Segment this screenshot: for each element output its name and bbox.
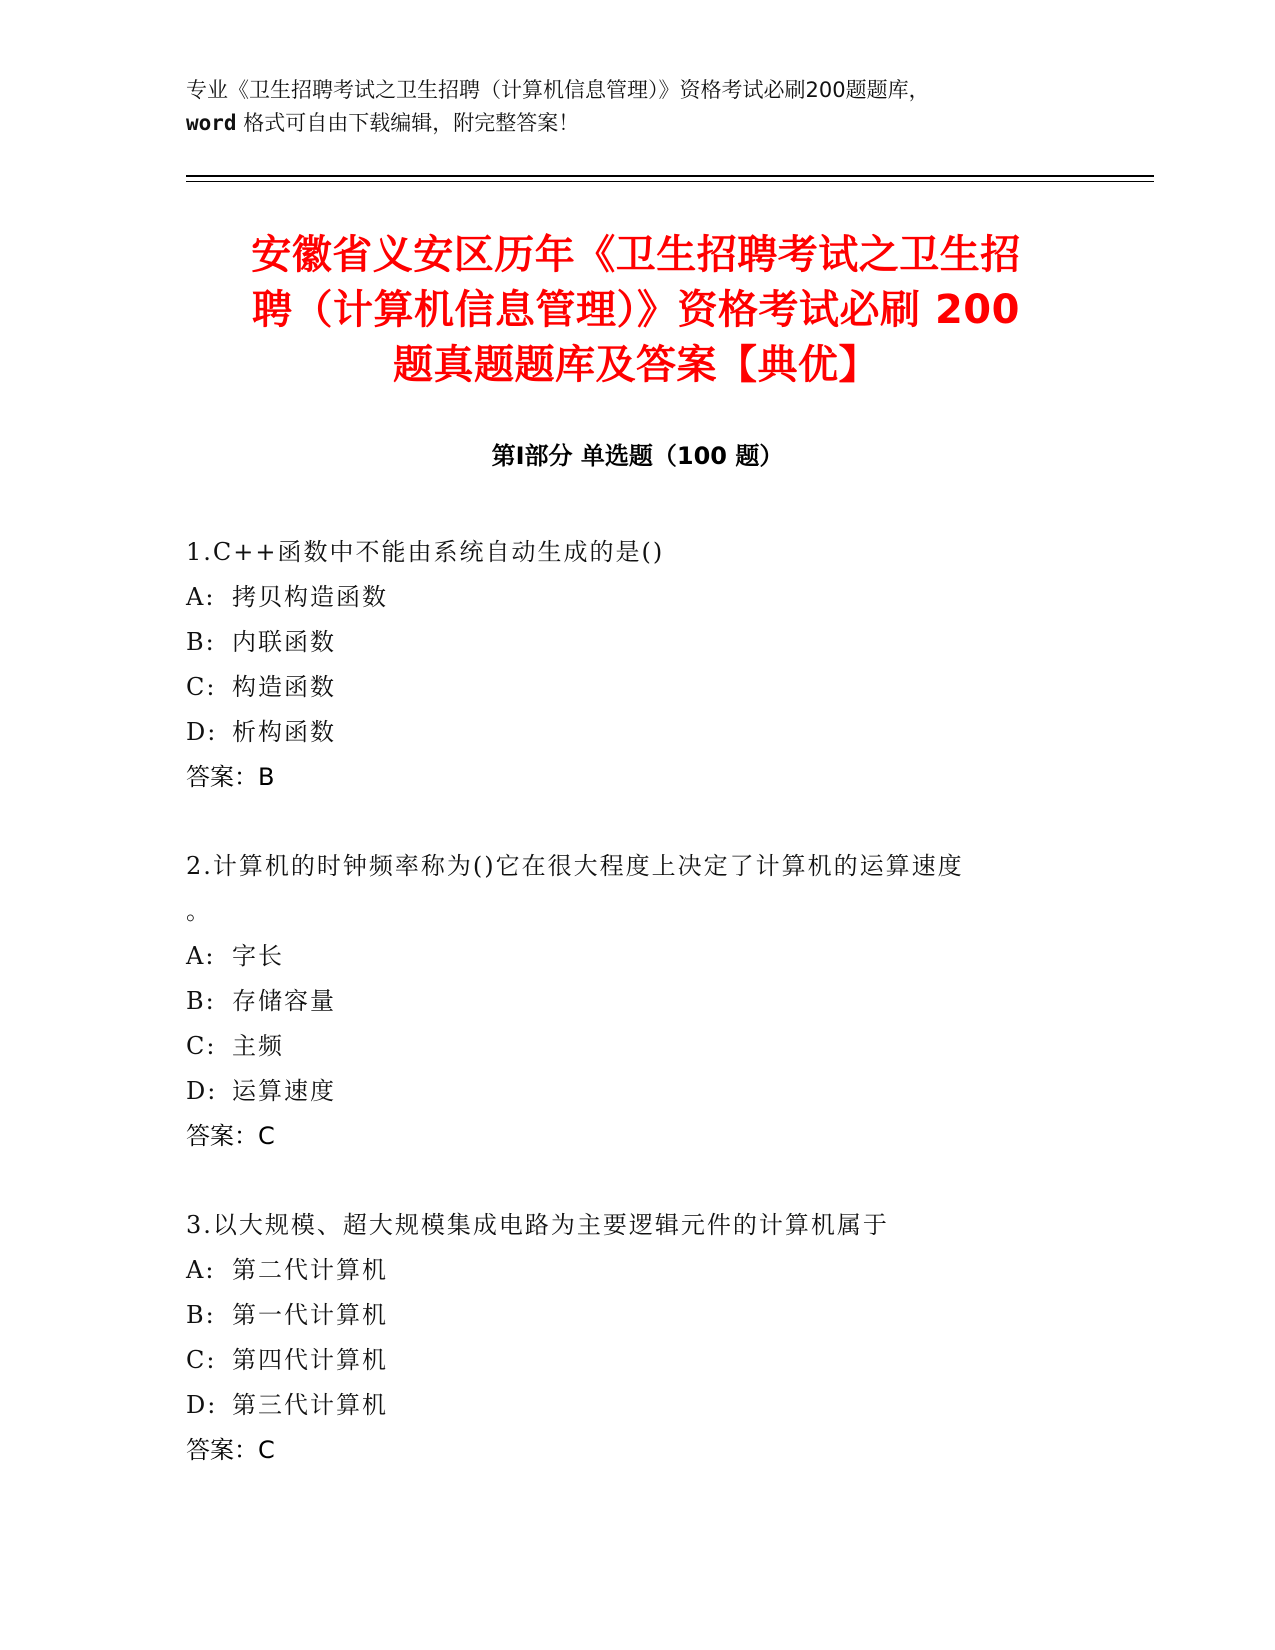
option-c [186, 1024, 1086, 1069]
title-line-3: 题真题题库及答案【典优】 [393, 342, 879, 388]
option-text: 第四代计算机 [232, 1346, 388, 1374]
option-key: B: [186, 987, 216, 1015]
divider-thin [186, 181, 1154, 182]
header-note-line-2 [186, 107, 1086, 140]
question-list [186, 530, 1086, 1517]
option-text: 主频 [232, 1032, 284, 1060]
option-d [186, 710, 1086, 755]
question-2 [186, 844, 1086, 1159]
option-text: 析构函数 [232, 718, 336, 746]
option-key: D: [186, 1077, 218, 1105]
header-note-line-1: 专业《卫生招聘考试之卫生招聘（计算机信息管理）》资格考试必刷200题题库， [186, 78, 930, 102]
option-b [186, 1293, 1086, 1338]
option-key: A: [186, 583, 216, 611]
option-c [186, 1338, 1086, 1383]
header-note-word: word [186, 111, 237, 135]
title-line-1: 安徽省义安区历年《卫生招聘考试之卫生招 [251, 232, 1021, 278]
section-title: 第Ⅰ部分 单选题（100 题） [491, 442, 784, 470]
answer: 答案：C [186, 1122, 275, 1150]
option-key: C: [186, 1032, 217, 1060]
option-key: D: [186, 1391, 218, 1419]
option-key: A: [186, 942, 216, 970]
option-key: D: [186, 718, 218, 746]
option-text: 内联函数 [232, 628, 336, 656]
option-key: A: [186, 1256, 216, 1284]
question-stem: 1.C++函数中不能由系统自动生成的是() [186, 538, 665, 566]
option-a [186, 575, 1086, 620]
question-stem: 3.以大规模、超大规模集成电路为主要逻辑元件的计算机属于 [186, 1211, 889, 1239]
option-text: 存储容量 [232, 987, 336, 1015]
question-3 [186, 1203, 1086, 1473]
header-note [186, 74, 1086, 140]
option-d [186, 1383, 1086, 1428]
question-stem-continuation: 。 [186, 897, 212, 925]
title-line-2: 聘（计算机信息管理）》资格考试必刷 200 [252, 287, 1020, 333]
option-b [186, 979, 1086, 1024]
option-text: 运算速度 [232, 1077, 336, 1105]
divider-thick [186, 175, 1154, 177]
option-key: B: [186, 628, 216, 656]
option-text: 第三代计算机 [232, 1391, 388, 1419]
option-text: 第一代计算机 [232, 1301, 388, 1329]
question-stem: 2.计算机的时钟频率称为()它在很大程度上决定了计算机的运算速度 [186, 852, 964, 880]
option-text: 第二代计算机 [232, 1256, 388, 1284]
answer: 答案：C [186, 1436, 275, 1464]
option-key: C: [186, 673, 217, 701]
option-a [186, 1248, 1086, 1293]
option-c [186, 665, 1086, 710]
option-d [186, 1069, 1086, 1114]
answer: 答案：B [186, 763, 275, 791]
option-b [186, 620, 1086, 665]
document-title [186, 228, 1086, 393]
option-key: B: [186, 1301, 216, 1329]
question-1 [186, 530, 1086, 800]
option-text: 构造函数 [232, 673, 336, 701]
option-text: 拷贝构造函数 [232, 583, 388, 611]
option-key: C: [186, 1346, 217, 1374]
option-text: 字长 [232, 942, 284, 970]
option-a [186, 934, 1086, 979]
header-note-rest: 格式可自由下载编辑，附完整答案！ [236, 111, 580, 135]
